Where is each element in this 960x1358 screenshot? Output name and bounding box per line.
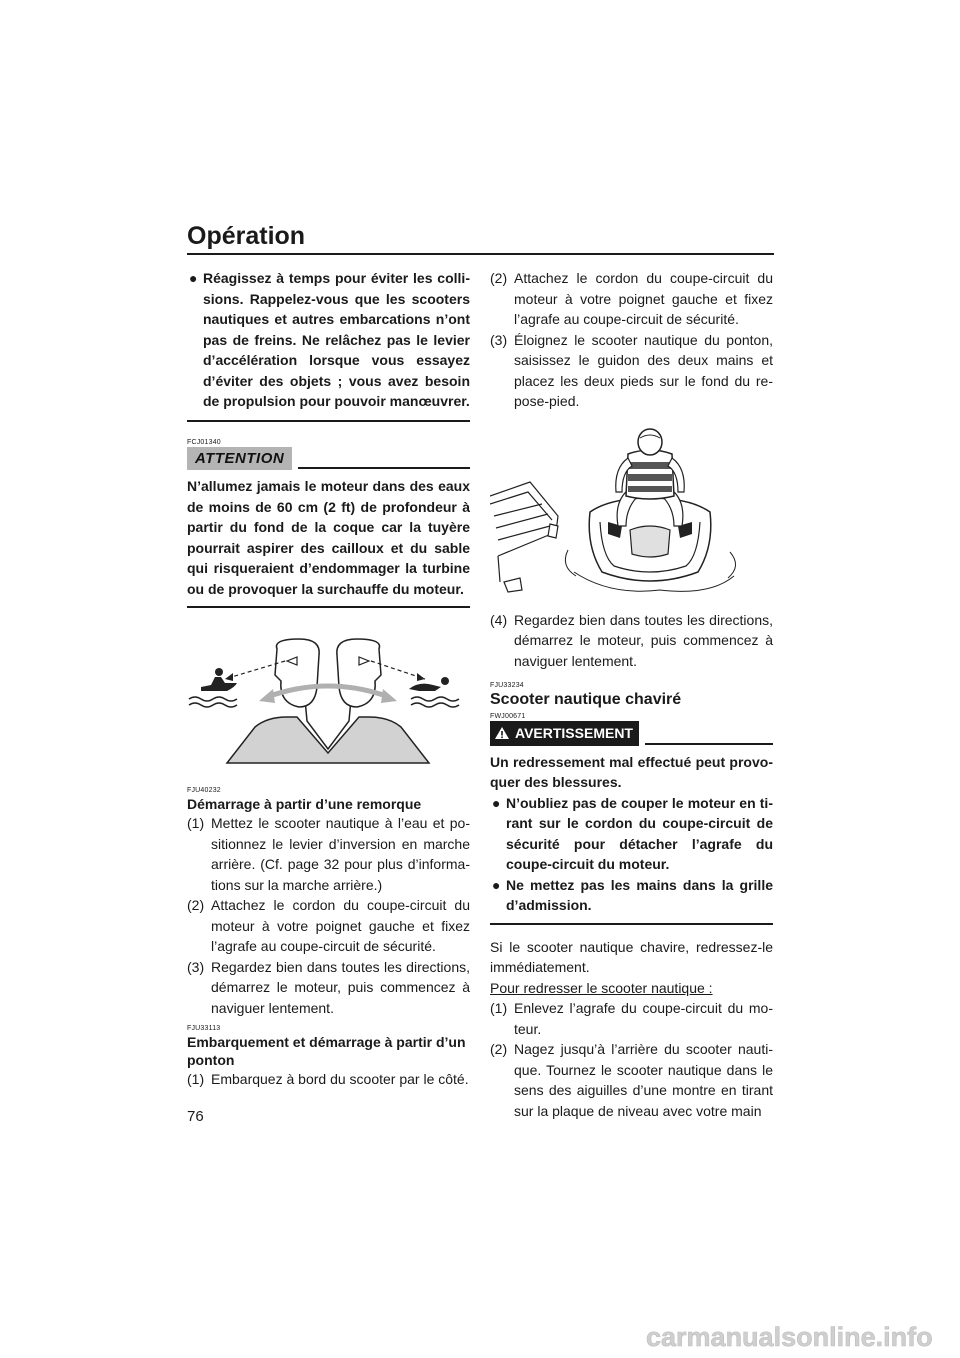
departing-dock-illustration <box>490 426 773 596</box>
attention-text: N’allumez jamais le moteur dans des eaux de moins de 60 cm (2 ft) de profondeur à partir du fond de la coque car la tuyère pourrait aspirer des cailloux et du sable qui risqueraient d’endommager la turbine ou de provoquer la surchauffe du moteur. <box>187 478 470 597</box>
left-column <box>187 268 470 1090</box>
warning-code: FWJ00671 <box>490 713 526 720</box>
warning-header <box>490 721 773 746</box>
attention-badge: ATTENTION <box>187 447 292 471</box>
list-item: (1) Embarquez à bord du scooter par le côté. <box>187 1071 469 1087</box>
capsized-code: FJU33234 <box>490 682 524 689</box>
list-item: (3) Regardez bien dans toutes les directions, démarrez le moteur, puis commencez à naviguer lentement. <box>187 958 470 1016</box>
list-item: (1) Enlevez l’agrafe du coupe-circuit du moteur. <box>490 1000 773 1037</box>
rider-head-icon <box>638 429 662 455</box>
vest-stripe <box>628 462 672 469</box>
list-item: (4) Regardez bien dans toutes les directions, démarrez le moteur, puis commencez à naviguer lentement. <box>490 611 773 669</box>
list-item: ● Ne mettez pas les mains dans la grille d’admission. <box>492 876 773 913</box>
swimmer-icon <box>409 677 459 707</box>
list-item: ● N’oubliez pas de couper le moteur en tirant sur le cordon du coupe-circuit de sécurité pour détacher l’agrafe du coupe-circuit du moteur. <box>492 794 773 872</box>
watercraft-icon <box>189 668 237 707</box>
warning-triangle-icon <box>494 726 510 740</box>
rotation-arrow-left-head <box>259 689 275 703</box>
head-right-icon <box>337 639 381 707</box>
bullet-icon: ● <box>492 794 501 811</box>
trailer-title: Démarrage à partir d’une remorque <box>187 796 422 812</box>
svg-text:carmanualsonline.info: carmanualsonline.info <box>646 1322 933 1352</box>
list-item: (2) Attachez le cordon du coupe-circuit du moteur à votre poignet gauche et fixez l’agrafe au coupe-circuit de sécurité. <box>490 270 773 327</box>
capsized-title: Scooter nautique chaviré <box>490 691 682 708</box>
capsized-text: Si le scooter nautique chavire, redressez-le immédiatement. <box>490 938 773 975</box>
arrow-left-icon <box>225 673 233 681</box>
warning-end-rule <box>187 420 470 422</box>
rotation-arrow-right-head <box>381 689 397 703</box>
seat <box>630 526 670 557</box>
warning-badge: AVERTISSEMENT <box>490 721 639 746</box>
dock-icon <box>490 482 558 592</box>
warning-line <box>645 743 773 745</box>
watermark-logo <box>646 1316 956 1356</box>
right-column <box>490 268 773 1121</box>
page-title: Opération <box>187 222 306 250</box>
title-rule <box>187 253 774 255</box>
bullet-icon: ● <box>492 876 501 893</box>
warning-bullet: ● Réagissez à temps pour éviter les collisions. Rappelez-vous que les scooters nautiques et autres embarcations n’ont pas de freins. Ne relâchez pas le levier d’accélération lorsque vous essayez d’éviter des objets ; vous avez besoin de propulsion pour pouvoir manœuvrer. <box>189 270 470 409</box>
bullet-icon: ● <box>189 270 198 286</box>
dock-code: FJU33113 <box>187 1025 221 1032</box>
list-item: (2) Nagez jusqu’à l’arrière du scooter nautique. Tournez le scooter nautique dans le sens des aiguilles d’une montre en tirant sur la plaque de niveau avec votre main <box>490 1041 773 1119</box>
attention-end-rule <box>187 606 470 608</box>
page-number: 76 <box>187 1108 204 1125</box>
vest-stripe <box>628 486 672 492</box>
vest-stripe <box>628 474 672 481</box>
dock-title: Embarquement et démarrage à partir d’un ponton <box>187 1034 466 1068</box>
attention-line <box>298 467 470 469</box>
look-both-ways-illustration <box>187 631 470 766</box>
attention-header <box>187 447 470 471</box>
trailer-code: FJU40232 <box>187 787 221 794</box>
arrow-right-icon <box>417 673 425 681</box>
list-item: (3) Éloignez le scooter nautique du ponton, saisissez le guidon des deux mains et placez les deux pieds sur le fond du repose-pied. <box>490 331 773 409</box>
warning-intro: Un redressement mal effectué peut provoquer des blessures. <box>490 753 773 790</box>
attention-code: FCJ01340 <box>187 438 221 446</box>
list-item: (2) Attachez le cordon du coupe-circuit du moteur à votre poignet gauche et fixez l’agrafe au coupe-circuit de sécurité. <box>187 897 470 954</box>
righting-heading: Pour redresser le scooter nautique : <box>490 979 713 996</box>
trailer-steps <box>187 813 470 1018</box>
head-left-icon <box>275 639 319 707</box>
list-item: (1) Mettez le scooter nautique à l’eau et positionnez le levier d’inversion en marche arrière. (Cf. page 32 pour plus d’informations sur la marche arrière.) <box>187 815 470 893</box>
warning-end-rule <box>490 923 773 925</box>
